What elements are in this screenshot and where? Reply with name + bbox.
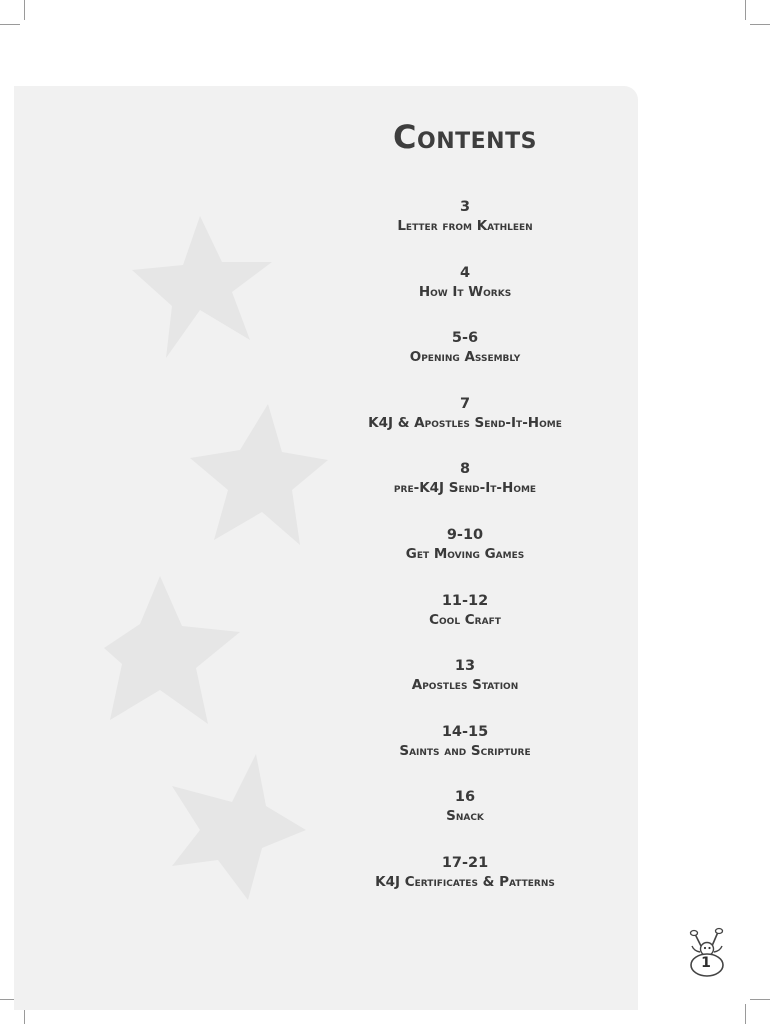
toc-entry (300, 854, 630, 920)
toc-page-number: 16 (454, 789, 476, 806)
toc-entry (300, 264, 630, 330)
toc-section-title: Letter from Kathleen (397, 218, 533, 234)
toc-page-number: 14-15 (441, 723, 489, 740)
toc-section-title: pre-K4J Send-It-Home (393, 480, 537, 497)
toc-page-number: 8 (459, 461, 471, 478)
toc-section-title: Opening Assembly (409, 349, 521, 366)
toc-page-number: 4 (459, 264, 471, 281)
star-icon (172, 754, 306, 900)
toc-entry (300, 329, 630, 395)
toc-entry (300, 395, 630, 461)
toc-page-number: 7 (459, 395, 471, 412)
toc-section-title: How It Works (418, 283, 512, 300)
toc-page-number: 13 (454, 658, 476, 675)
toc-page-number: 17-21 (441, 854, 489, 871)
toc-section-title: Get Moving Games (405, 545, 525, 562)
toc-entry (300, 460, 630, 526)
table-of-contents (300, 198, 630, 920)
toc-entry (300, 198, 630, 264)
mascot-page-badge-icon (684, 924, 730, 982)
toc-entry (300, 592, 630, 658)
toc-section-title: Saints and Scripture (399, 742, 531, 759)
toc-section-title: Apostles Station (411, 677, 519, 694)
toc-page-number: 9-10 (446, 526, 484, 543)
page-title: Contents (393, 118, 537, 156)
toc-section-title: K4J & Apostles Send-It-Home (368, 414, 562, 431)
toc-entry (300, 723, 630, 789)
star-icon (104, 576, 240, 724)
page-number: 1 (701, 955, 711, 971)
toc-page-number: 5-6 (451, 330, 479, 347)
toc-section-title: Snack (446, 808, 484, 825)
toc-section-title: Cool Craft (429, 611, 501, 628)
toc-page-number: 11-12 (441, 592, 489, 609)
toc-entry (300, 526, 630, 592)
toc-section-title: K4J Certificates & Patterns (375, 873, 555, 890)
toc-page-number: 3 (459, 199, 471, 215)
toc-entry (300, 788, 630, 854)
toc-entry (300, 657, 630, 723)
star-icon (132, 216, 272, 358)
